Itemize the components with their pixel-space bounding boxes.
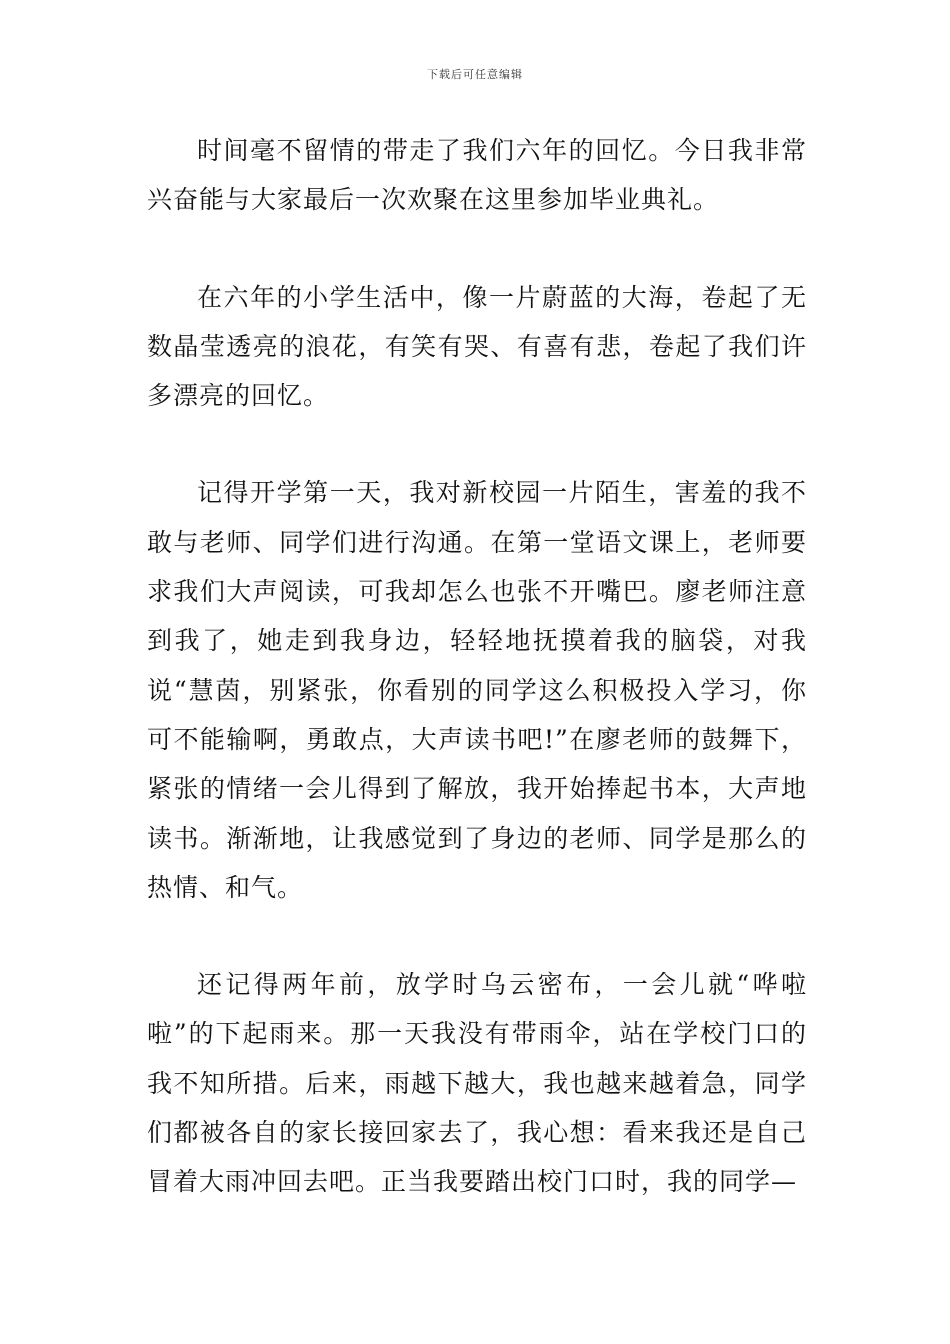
header-note: 下载后可任意编辑 — [427, 68, 523, 81]
paragraph-4: 还记得两年前，放学时乌云密布，一会儿就“哗啦啦”的下起雨来。那一天我没有带雨伞，站在学校门口的我不知所措。后来，雨越下越大，我也越来越着急，同学们都被各自的家长接回家去了，我心想：看来我还是自己冒着大雨冲回去吧。正当我要踏出校门口时，我的同学— — [147, 970, 807, 1197]
paragraph-2: 在六年的小学生活中，像一片蔚蓝的大海，卷起了无数晶莹透亮的浪花，有笑有哭、有喜有悲，卷起了我们许多漂亮的回忆。 — [147, 282, 807, 411]
document-body — [147, 126, 807, 1255]
paragraph-1: 时间毫不留情的带走了我们六年的回忆。今日我非常兴奋能与大家最后一次欢聚在这里参加毕业典礼。 — [147, 136, 807, 215]
paragraph-3: 记得开学第一天，我对新校园一片陌生，害羞的我不敢与老师、同学们进行沟通。在第一堂语文课上，老师要求我们大声阅读，可我却怎么也张不开嘴巴。廖老师注意到我了，她走到我身边，轻轻地抚摸着我的脑袋，对我说“慧茵，别紧张，你看别的同学这么积极投入学习，你可不能输啊，勇敢点，大声读书吧!”在廖老师的鼓舞下，紧张的情绪一会儿得到了解放，我开始捧起书本，大声地读书。渐渐地，让我感觉到了身边的老师、同学是那么的热情、和气。 — [147, 478, 807, 902]
